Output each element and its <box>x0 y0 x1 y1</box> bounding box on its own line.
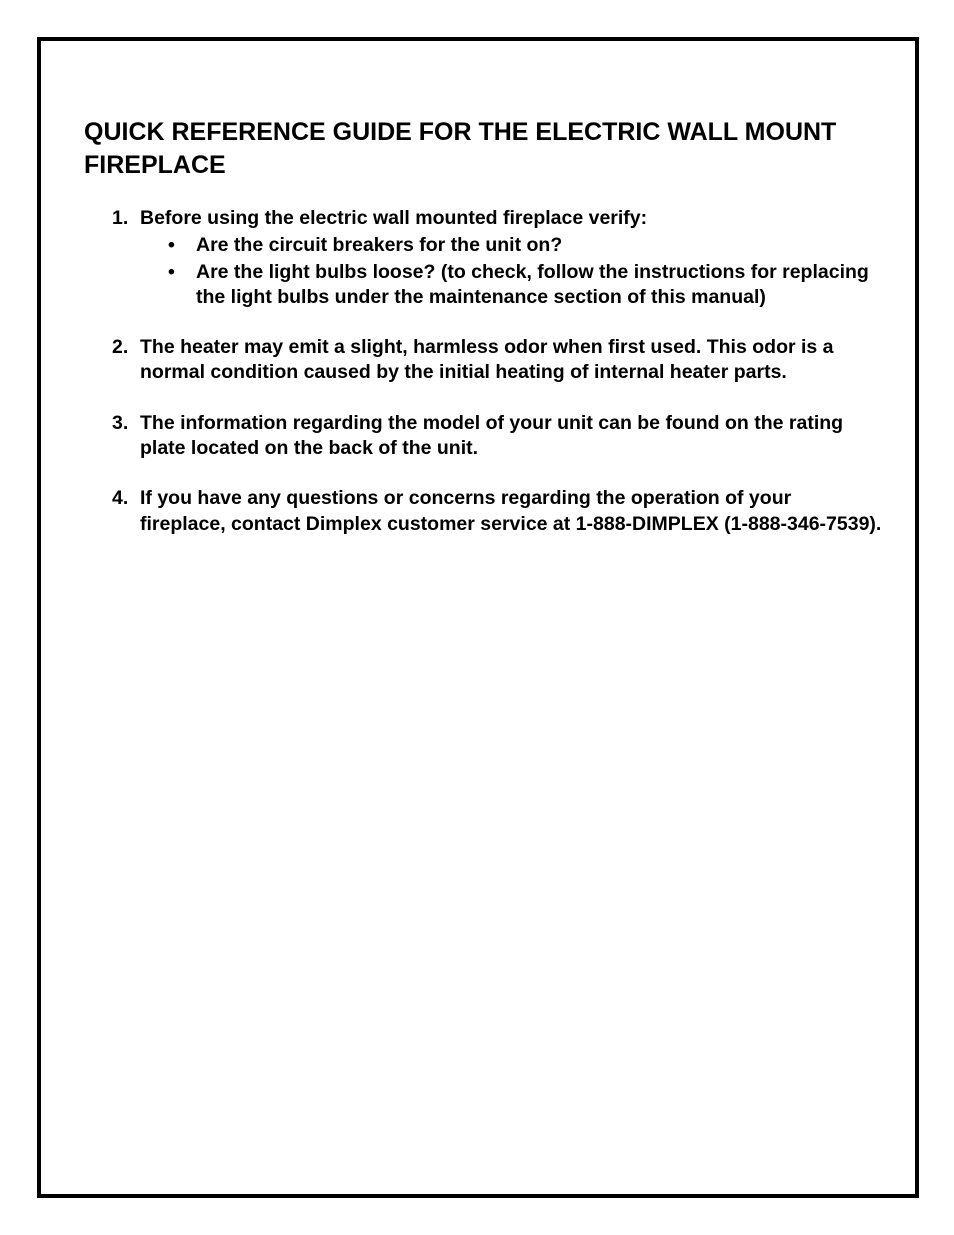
step-text: If you have any questions or concerns regarding the operation of your fireplace, contact Dimplex customer service at 1-888-DIMPLEX (1-888-346-7539). <box>140 487 882 535</box>
step-number: 3. <box>112 411 129 434</box>
step-4 <box>112 486 882 537</box>
step-number: 1. <box>112 207 129 229</box>
step-text: The heater may emit a slight, harmless odor when first used. This odor is a normal condition caused by the initial heating of internal heater parts. <box>140 336 834 384</box>
step-1-checklist <box>140 233 882 310</box>
steps-list <box>112 206 882 562</box>
checklist-item-text: Are the light bulbs loose? (to check, follow the instructions for replacing the light bulbs under the maintenance section of this manual) <box>196 260 869 308</box>
checklist-item <box>140 260 882 311</box>
bullet-icon: • <box>168 260 175 283</box>
page-title: QUICK REFERENCE GUIDE FOR THE ELECTRIC WALL MOUNT FIREPLACE <box>84 118 837 179</box>
step-text: The information regarding the model of your unit can be found on the rating plate located on the back of the unit. <box>140 411 844 460</box>
checklist-item-text: Are the circuit breakers for the unit on? <box>196 234 563 257</box>
step-number: 4. <box>112 487 129 510</box>
bullet-icon: • <box>168 234 175 257</box>
checklist-item <box>140 233 882 258</box>
step-number: 2. <box>112 336 129 359</box>
step-1 <box>112 206 882 310</box>
step-3 <box>112 411 882 462</box>
step-2 <box>112 335 882 386</box>
step-text: Before using the electric wall mounted fireplace verify: <box>140 207 648 229</box>
